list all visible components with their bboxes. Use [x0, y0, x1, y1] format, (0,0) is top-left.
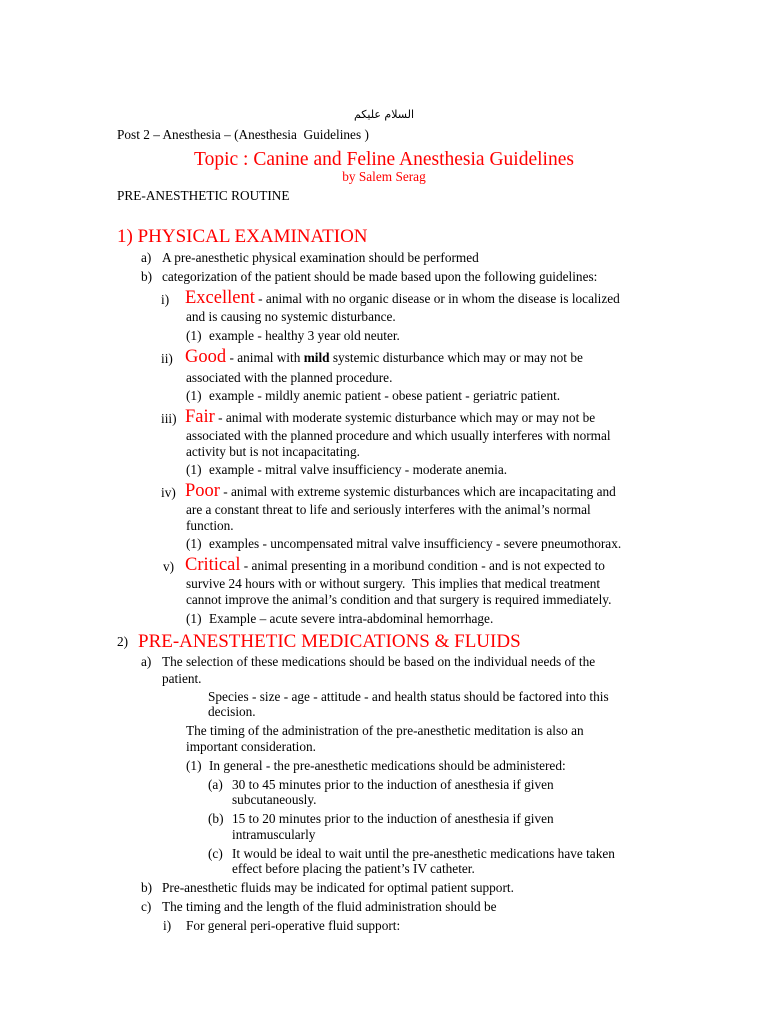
category-critical-line	[185, 557, 605, 574]
example-text: example - healthy 3 year old neuter.	[209, 328, 400, 343]
schedule-b-text: 15 to 20 minutes prior to the induction of anesthesia if given	[232, 811, 554, 826]
schedule-b-text-continued: intramuscularly	[232, 827, 316, 842]
item-b-label: b)	[141, 269, 153, 284]
schedule-c-text-continued: effect before placing the patient’s IV catheter.	[232, 861, 475, 876]
category-description-continued: survive 24 hours with or without surgery. This implies that medical treatment	[186, 576, 601, 591]
category-description-continued: cannot improve the animal’s condition and that surgery is required immediately.	[186, 592, 612, 607]
schedule-b-label: (b)	[208, 811, 224, 826]
item-c-i-text: For general peri-operative fluid support:	[186, 918, 401, 933]
category-excellent-line	[185, 290, 620, 307]
example-text: examples - uncompensated mitral valve insufficiency - severe pneumothorax.	[209, 536, 622, 551]
item-a-label: a)	[141, 654, 152, 669]
schedule-c-text: It would be ideal to wait until the pre-anesthetic medications have taken	[232, 846, 615, 861]
category-excellent-label: i)	[161, 292, 170, 307]
rating-critical: Critical	[185, 555, 241, 575]
item-a-text: A pre-anesthetic physical examination should be performed	[162, 250, 479, 265]
factors-text: Species - size - age - attitude - and health status should be factored into this	[208, 689, 609, 704]
document-title: Topic : Canine and Feline Anesthesia Guidelines	[194, 149, 574, 170]
greeting: السلام عليكم	[353, 108, 414, 121]
example-label: (1)	[186, 328, 202, 343]
schedule-a-text: 30 to 45 minutes prior to the induction of anesthesia if given	[232, 777, 554, 792]
category-critical-label: v)	[163, 559, 175, 574]
category-description-continued: associated with the planned procedure and which usually interferes with normal	[186, 428, 611, 443]
category-description-continued: associated with the planned procedure.	[186, 370, 393, 385]
timing-text: The timing of the administration of the pre-anesthetic meditation is also an	[186, 723, 584, 738]
category-good-line	[185, 349, 583, 366]
item-a-label: a)	[141, 250, 152, 265]
category-poor-line	[185, 483, 616, 500]
category-description: - animal presenting in a moribund condition - and is not expected to	[240, 558, 605, 573]
category-good-label: ii)	[161, 351, 173, 366]
category-description-continued: are a constant threat to life and seriously interferes with the animal’s normal	[186, 502, 591, 517]
category-description-continued: activity but is not incapacitating.	[186, 444, 360, 459]
emphasis-mild: mild	[303, 350, 330, 365]
example-text: example - mildly anemic patient - obese patient - geriatric patient.	[209, 388, 561, 403]
item-c-label: c)	[141, 899, 152, 914]
rating-good: Good	[185, 347, 227, 367]
factors-text-continued: decision.	[208, 704, 256, 719]
item-a-text: The selection of these medications should be based on the individual needs of the	[162, 654, 596, 669]
rating-poor: Poor	[185, 481, 220, 501]
example-label: (1)	[186, 536, 202, 551]
category-description: - animal with	[226, 350, 304, 365]
post-line: Post 2 – Anesthesia – (Anesthesia Guidelines )	[117, 127, 369, 142]
rating-fair: Fair	[185, 407, 215, 427]
category-description: - animal with moderate systemic disturbance which may or may not be	[214, 410, 596, 425]
item-c-text: The timing and the length of the fluid administration should be	[162, 899, 497, 914]
category-description: systemic disturbance which may or may not be	[329, 350, 583, 365]
category-description-continued: and is causing no systemic disturbance.	[186, 309, 396, 324]
general-text: In general - the pre-anesthetic medications should be administered:	[209, 758, 566, 773]
example-text: example - mitral valve insufficiency - moderate anemia.	[209, 462, 508, 477]
item-a-text-continued: patient.	[162, 671, 202, 686]
example-label: (1)	[186, 388, 202, 403]
category-poor-label: iv)	[161, 485, 176, 500]
rating-excellent: Excellent	[185, 288, 255, 308]
category-description: - animal with extreme systemic disturbances which are incapacitating and	[219, 484, 616, 499]
item-b-text: categorization of the patient should be made based upon the following guidelines:	[162, 269, 598, 284]
example-text: Example – acute severe intra-abdominal hemorrhage.	[209, 611, 494, 626]
category-fair-label: iii)	[161, 411, 177, 426]
example-label: (1)	[186, 462, 202, 477]
schedule-a-text-continued: subcutaneously.	[232, 792, 317, 807]
timing-text-continued: important consideration.	[186, 739, 316, 754]
section2-heading: PRE-ANESTHETIC MEDICATIONS & FLUIDS	[138, 631, 521, 652]
routine-heading: PRE-ANESTHETIC ROUTINE	[117, 188, 290, 203]
item-c-i-label: i)	[163, 918, 172, 933]
example-label: (1)	[186, 611, 202, 626]
item-b-text: Pre-anesthetic fluids may be indicated for optimal patient support.	[162, 880, 514, 895]
section2-number: 2)	[117, 634, 129, 649]
schedule-c-label: (c)	[208, 846, 223, 861]
author-line: by Salem Serag	[342, 169, 426, 184]
item-b-label: b)	[141, 880, 153, 895]
section1-heading: 1) PHYSICAL EXAMINATION	[117, 226, 368, 247]
category-description-continued: function.	[186, 518, 234, 533]
category-description: - animal with no organic disease or in whom the disease is localized	[254, 291, 620, 306]
general-label: (1)	[186, 758, 202, 773]
schedule-a-label: (a)	[208, 777, 223, 792]
category-fair-line	[185, 409, 595, 426]
